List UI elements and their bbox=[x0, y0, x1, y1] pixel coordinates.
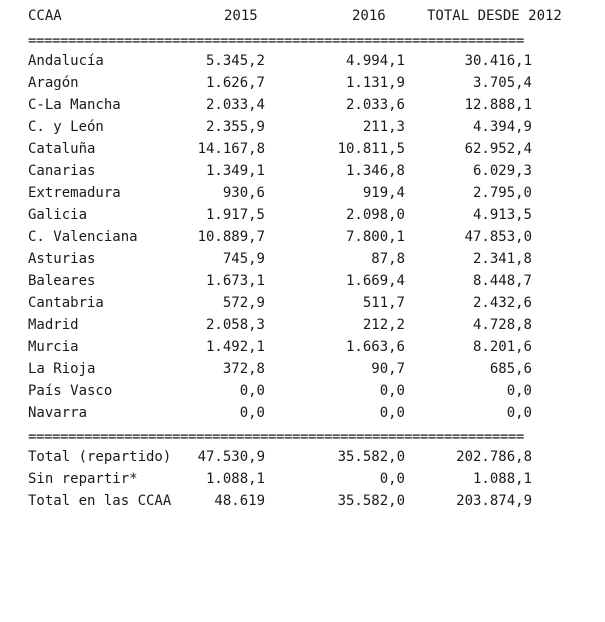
row-total: 4.913,5 bbox=[472, 207, 532, 223]
totals-2015: 48.619 bbox=[214, 493, 265, 509]
totals-2016: 35.582,0 bbox=[337, 449, 405, 465]
row-2016: 7.800,1 bbox=[345, 229, 405, 245]
totals-2015: 1.088,1 bbox=[205, 471, 265, 487]
row-2015: 1.349,1 bbox=[205, 163, 265, 179]
totals-2016: 35.582,0 bbox=[337, 493, 405, 509]
totals-row bbox=[0, 446, 605, 468]
header-ccaa: CCAA bbox=[28, 8, 62, 24]
row-total: 30.416,1 bbox=[464, 53, 532, 69]
table-row bbox=[0, 270, 605, 292]
row-2015: 0,0 bbox=[239, 405, 265, 421]
row-2016: 1.346,8 bbox=[345, 163, 405, 179]
row-2015: 5.345,2 bbox=[205, 53, 265, 69]
row-total: 4.394,9 bbox=[472, 119, 532, 135]
row-name: Navarra bbox=[28, 405, 88, 421]
totals-name: Total (repartido) bbox=[28, 449, 172, 465]
row-name: Aragón bbox=[28, 75, 79, 91]
totals-row bbox=[0, 468, 605, 490]
table-row bbox=[0, 116, 605, 138]
row-2015: 372,8 bbox=[222, 361, 265, 377]
row-name: C. Valenciana bbox=[28, 229, 138, 245]
table-row bbox=[0, 182, 605, 204]
separator-bottom: ============================================================== bbox=[28, 432, 524, 442]
row-total: 12.888,1 bbox=[464, 97, 532, 113]
table-row bbox=[0, 138, 605, 160]
totals-total: 203.874,9 bbox=[456, 493, 532, 509]
row-2015: 10.889,7 bbox=[197, 229, 265, 245]
table-row bbox=[0, 314, 605, 336]
row-total: 3.705,4 bbox=[472, 75, 532, 91]
row-name: C-La Mancha bbox=[28, 97, 121, 113]
row-total: 685,6 bbox=[489, 361, 532, 377]
row-2015: 745,9 bbox=[222, 251, 265, 267]
totals-row bbox=[0, 490, 605, 512]
row-2015: 1.626,7 bbox=[205, 75, 265, 91]
totals-name: Total en las CCAA bbox=[28, 493, 172, 509]
totals-2015: 47.530,9 bbox=[197, 449, 265, 465]
table-row bbox=[0, 50, 605, 72]
row-total: 2.795,0 bbox=[472, 185, 532, 201]
table-row bbox=[0, 94, 605, 116]
header-2016: 2016 bbox=[352, 8, 386, 24]
table-row bbox=[0, 402, 605, 424]
row-2016: 1.131,9 bbox=[345, 75, 405, 91]
row-2016: 211,3 bbox=[362, 119, 405, 135]
row-name: Murcia bbox=[28, 339, 79, 355]
row-name: Madrid bbox=[28, 317, 79, 333]
row-total: 0,0 bbox=[506, 383, 532, 399]
table-row bbox=[0, 160, 605, 182]
row-name: La Rioja bbox=[28, 361, 96, 377]
row-2016: 4.994,1 bbox=[345, 53, 405, 69]
row-name: País Vasco bbox=[28, 383, 113, 399]
row-2015: 1.492,1 bbox=[205, 339, 265, 355]
row-total: 8.448,7 bbox=[472, 273, 532, 289]
row-2016: 1.663,6 bbox=[345, 339, 405, 355]
table-row bbox=[0, 380, 605, 402]
header-row bbox=[0, 5, 605, 27]
row-total: 6.029,3 bbox=[472, 163, 532, 179]
row-name: Galicia bbox=[28, 207, 88, 223]
totals-name: Sin repartir* bbox=[28, 471, 138, 487]
row-2016: 1.669,4 bbox=[345, 273, 405, 289]
row-2016: 87,8 bbox=[371, 251, 405, 267]
row-2015: 2.058,3 bbox=[205, 317, 265, 333]
table-row bbox=[0, 358, 605, 380]
row-total: 47.853,0 bbox=[464, 229, 532, 245]
row-name: C. y León bbox=[28, 119, 104, 135]
row-2015: 1.673,1 bbox=[205, 273, 265, 289]
table-row bbox=[0, 204, 605, 226]
table-row bbox=[0, 226, 605, 248]
row-2016: 90,7 bbox=[371, 361, 405, 377]
row-name: Andalucía bbox=[28, 53, 104, 69]
row-total: 2.341,8 bbox=[472, 251, 532, 267]
row-2015: 1.917,5 bbox=[205, 207, 265, 223]
totals-total: 202.786,8 bbox=[456, 449, 532, 465]
row-2016: 0,0 bbox=[379, 405, 405, 421]
header-total: TOTAL DESDE 2012 bbox=[427, 8, 562, 24]
row-total: 8.201,6 bbox=[472, 339, 532, 355]
table-row bbox=[0, 292, 605, 314]
row-2016: 0,0 bbox=[379, 383, 405, 399]
separator-top: ============================================================== bbox=[28, 36, 524, 46]
table-row bbox=[0, 248, 605, 270]
row-name: Canarias bbox=[28, 163, 96, 179]
row-name: Cantabria bbox=[28, 295, 104, 311]
totals-2016: 0,0 bbox=[379, 471, 405, 487]
table-row bbox=[0, 72, 605, 94]
row-name: Asturias bbox=[28, 251, 96, 267]
row-total: 4.728,8 bbox=[472, 317, 532, 333]
totals-total: 1.088,1 bbox=[472, 471, 532, 487]
row-total: 2.432,6 bbox=[472, 295, 532, 311]
row-2016: 511,7 bbox=[362, 295, 405, 311]
row-2015: 930,6 bbox=[222, 185, 265, 201]
row-2015: 2.355,9 bbox=[205, 119, 265, 135]
row-2016: 2.033,6 bbox=[345, 97, 405, 113]
row-2016: 2.098,0 bbox=[345, 207, 405, 223]
row-2015: 14.167,8 bbox=[197, 141, 265, 157]
row-name: Cataluña bbox=[28, 141, 96, 157]
row-total: 62.952,4 bbox=[464, 141, 532, 157]
row-2016: 919,4 bbox=[362, 185, 405, 201]
header-2015: 2015 bbox=[224, 8, 258, 24]
row-2015: 2.033,4 bbox=[205, 97, 265, 113]
row-2016: 10.811,5 bbox=[337, 141, 405, 157]
row-name: Baleares bbox=[28, 273, 96, 289]
row-total: 0,0 bbox=[506, 405, 532, 421]
row-2015: 0,0 bbox=[239, 383, 265, 399]
row-name: Extremadura bbox=[28, 185, 121, 201]
row-2015: 572,9 bbox=[222, 295, 265, 311]
table-row bbox=[0, 336, 605, 358]
row-2016: 212,2 bbox=[362, 317, 405, 333]
